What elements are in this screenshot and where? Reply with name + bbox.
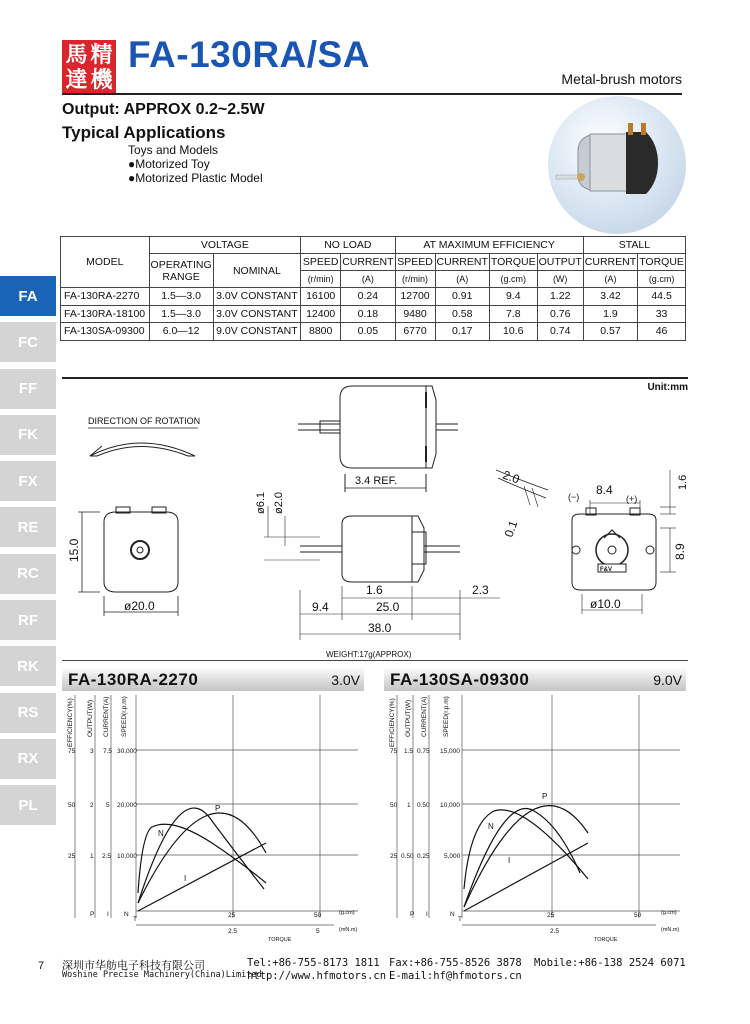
curve-label-n: N: [488, 822, 494, 831]
chart-2-model: FA-130SA-09300: [390, 670, 530, 689]
page-subtitle: Metal-brush motors: [561, 71, 682, 87]
table-row: [61, 288, 686, 306]
col-header-operating-range: OPERATING RANGE: [149, 254, 213, 288]
tick-out-2: 2: [90, 802, 94, 809]
table-cell: 12400: [301, 305, 341, 323]
application-item: ●Motorized Toy: [128, 157, 210, 171]
table-cell: 0.76: [537, 305, 583, 323]
chart-1-model: FA-130RA-2270: [68, 670, 199, 689]
col-header-model: MODEL: [61, 237, 150, 288]
col-header-current: CURRENT: [435, 254, 489, 271]
table-cell: 0.18: [341, 305, 395, 323]
table-cell: FA-130RA-2270: [61, 288, 150, 306]
bottom-letter-i: I: [426, 911, 428, 918]
tick-eff-25: 25: [390, 853, 398, 860]
tab-fa[interactable]: FA: [0, 276, 56, 316]
table-cell: 3.42: [583, 288, 637, 306]
tick-cur-25: 2.5: [102, 853, 112, 860]
footer-mobile: Mobile:+86-138 2524 6071: [534, 957, 686, 969]
dim-15: 15.0: [67, 538, 81, 562]
col-header-torque: TORQUE: [489, 254, 537, 271]
application-item: Toys and Models: [128, 143, 219, 157]
table-cell: 0.05: [341, 323, 395, 341]
company-name-en: Woshine Precise Machinery(China)Limited: [62, 970, 262, 980]
table-cell: 1.5—3.0: [149, 305, 213, 323]
mnm-tick-25: 2.5: [550, 928, 560, 935]
curve-label-p: P: [215, 804, 221, 813]
applications-title: Typical Applications: [62, 123, 226, 142]
motor-side-view: [255, 492, 500, 640]
dim-23: 2.3: [472, 583, 489, 597]
header-divider: [62, 93, 682, 95]
unit-rmin: (r/min): [395, 271, 435, 288]
curve-label-i: I: [508, 856, 511, 865]
motor-front-view: [67, 507, 178, 616]
unit-a: (A): [341, 271, 395, 288]
tab-pl[interactable]: PL: [0, 785, 56, 825]
footer-website[interactable]: http://www.hfmotors.cn: [247, 970, 387, 982]
spec-table: [60, 236, 686, 341]
axis-label-output: OUTPUT(W): [87, 699, 94, 737]
tab-fx[interactable]: FX: [0, 461, 56, 501]
unit-gcm: (g.cm): [489, 271, 537, 288]
footer-fax: Fax:+86-755-8526 3878: [389, 957, 522, 969]
gcm-unit: (g.cm): [661, 910, 677, 916]
col-header-current: CURRENT: [341, 254, 395, 271]
dim-ref: 3.4 REF.: [355, 475, 398, 487]
tick-eff-50: 50: [68, 802, 76, 809]
dim-94: 9.4: [312, 600, 329, 614]
mnm-unit: (mN.m): [339, 927, 358, 933]
table-cell: 46: [638, 323, 686, 341]
axis-label-current: CURRENT(A): [103, 696, 110, 737]
table-cell: 1.22: [537, 288, 583, 306]
dim-16-back: 1.6: [677, 474, 689, 490]
mnm-unit: (mN.m): [661, 927, 680, 933]
dim-01: 0.1: [501, 518, 521, 540]
table-cell: 9.0V CONSTANT: [213, 323, 301, 341]
table-cell: 7.8: [489, 305, 537, 323]
footer-email[interactable]: E-mail:hf@hfmotors.cn: [389, 970, 522, 982]
tab-fc[interactable]: FC: [0, 322, 56, 362]
tick-spd-5000: 5,000: [444, 853, 461, 860]
tick-cur-5: 5: [106, 802, 110, 809]
tab-rf[interactable]: RF: [0, 600, 56, 640]
unit-gcm: (g.cm): [638, 271, 686, 288]
axis-label-output: OUTPUT(W): [405, 699, 412, 737]
table-cell: 0.58: [435, 305, 489, 323]
axis-label-current: CURRENT(A): [421, 696, 428, 737]
table-cell: 6.0—12: [149, 323, 213, 341]
table-cell: FA-130RA-18100: [61, 305, 150, 323]
chart-2-plot: [384, 693, 686, 948]
applications-list: [128, 143, 263, 185]
weight-label: WEIGHT:17g(APPROX): [326, 650, 412, 659]
bottom-letter-n: N: [124, 911, 129, 918]
table-cell: 1.9: [583, 305, 637, 323]
unit-w: (W): [537, 271, 583, 288]
dim-38: 38.0: [368, 621, 392, 635]
dim-phi61: ø6.1: [255, 491, 267, 514]
axis-label-efficiency: EFFICIENCY(%): [389, 698, 396, 747]
chart-2-curves: [464, 806, 588, 911]
tick-spd-15000: 15,000: [440, 748, 460, 755]
torque-t-label: T: [458, 916, 462, 923]
tick-cur-75: 7.5: [103, 748, 113, 755]
output-rating: Output: APPROX 0.2~2.5W: [62, 101, 265, 118]
logo-char: 機: [90, 66, 113, 93]
table-cell: 9480: [395, 305, 435, 323]
motor-top-view: [298, 386, 458, 492]
torque-t-label: T: [133, 916, 137, 923]
gcm-tick-25: 25: [228, 912, 236, 919]
col-header-max-efficiency: AT MAXIMUM EFFICIENCY: [395, 237, 583, 254]
terminal-minus: (−): [568, 492, 580, 502]
logo-char: 精: [90, 41, 113, 68]
dim-phi20-shaft: ø2.0: [273, 491, 285, 514]
table-cell: 33: [638, 305, 686, 323]
dim-phi20: ø20.0: [124, 599, 155, 613]
company-logo: [62, 40, 116, 94]
dim-16: 1.6: [366, 583, 383, 597]
mnm-tick-5: 5: [316, 928, 320, 935]
col-header-nominal: NOMINAL: [213, 254, 301, 288]
unit-label: Unit:mm: [647, 382, 688, 393]
tab-re[interactable]: RE: [0, 507, 56, 547]
rotation-arrow-icon: [90, 443, 195, 456]
tab-rs[interactable]: RS: [0, 693, 56, 733]
tick-cur-050: 0.50: [417, 802, 430, 809]
dim-25: 25.0: [376, 600, 400, 614]
table-cell: 6770: [395, 323, 435, 341]
weight-divider: [62, 660, 688, 661]
col-header-noload: NO LOAD: [301, 237, 395, 254]
tab-rc[interactable]: RC: [0, 554, 56, 594]
gcm-unit: (g.cm): [339, 910, 355, 916]
dim-20-terminal: 2.0: [500, 467, 522, 487]
col-header-speed: SPEED: [301, 254, 341, 271]
tick-spd-10000: 10,000: [117, 853, 137, 860]
tick-eff-50: 50: [390, 802, 398, 809]
table-row: [61, 323, 686, 341]
tick-out-15: 1.5: [404, 748, 414, 755]
gcm-tick-25: 25: [547, 912, 555, 919]
col-header-output: OUTPUT: [537, 254, 583, 271]
company-name-cn: 深圳市华舫电子科技有限公司: [62, 959, 205, 972]
tick-spd-20000: 20,000: [117, 802, 137, 809]
table-cell: 16100: [301, 288, 341, 306]
gcm-tick-50: 50: [634, 912, 642, 919]
table-cell: 1.5—3.0: [149, 288, 213, 306]
table-cell: 0.91: [435, 288, 489, 306]
table-cell: 0.17: [435, 323, 489, 341]
tick-out-3: 3: [90, 748, 94, 755]
terminal-plus: (+): [626, 494, 638, 504]
bottom-letter-n: N: [450, 911, 455, 918]
tab-rk[interactable]: RK: [0, 646, 56, 686]
tick-out-050: 0.50: [401, 853, 414, 860]
chart-2-header: [384, 667, 686, 691]
mnm-tick-25: 2.5: [228, 928, 238, 935]
current-curve: [138, 843, 266, 911]
table-cell: 44.5: [638, 288, 686, 306]
col-header-speed: SPEED: [395, 254, 435, 271]
efficiency-curve: [138, 808, 264, 903]
gcm-tick-50: 50: [314, 912, 322, 919]
chart-1-voltage: 3.0V: [331, 672, 360, 688]
rotation-label: DIRECTION OF ROTATION: [88, 416, 201, 426]
dimension-drawing: [0, 380, 750, 650]
tick-out-1: 1: [90, 853, 94, 860]
torque-axis-label: TORQUE: [594, 937, 618, 943]
dim-phi10: ø10.0: [590, 597, 621, 611]
application-item: ●Motorized Plastic Model: [128, 171, 263, 185]
table-row: [61, 305, 686, 323]
dim-89: 8.9: [673, 543, 687, 560]
chart-2-voltage: 9.0V: [653, 672, 682, 688]
unit-rmin: (r/min): [301, 271, 341, 288]
chart-1-curves: [138, 808, 266, 911]
col-header-stall: STALL: [583, 237, 685, 254]
table-cell: 10.6: [489, 323, 537, 341]
terminal-detail: [496, 468, 548, 539]
tick-cur-075: 0.75: [417, 748, 430, 755]
curve-label-i: I: [184, 874, 187, 883]
current-curve: [464, 843, 588, 911]
unit-a: (A): [583, 271, 637, 288]
output-curve: [138, 813, 266, 903]
torque-axis-label: TORQUE: [268, 937, 292, 943]
tab-rx[interactable]: RX: [0, 739, 56, 779]
tick-out-1: 1: [407, 802, 411, 809]
page-number: 7: [38, 960, 45, 972]
bottom-letter-i: I: [107, 911, 109, 918]
chart-1-plot: [62, 693, 364, 948]
table-cell: 0.74: [537, 323, 583, 341]
table-cell: 0.24: [341, 288, 395, 306]
bottom-letter-p: P: [90, 911, 95, 918]
back-view-marking: F&V: [600, 567, 612, 573]
motor-back-view: [568, 470, 689, 614]
table-cell: 9.4: [489, 288, 537, 306]
dim-84: 8.4: [596, 483, 613, 497]
col-header-voltage: VOLTAGE: [149, 237, 301, 254]
tick-spd-30000: 30,000: [117, 748, 137, 755]
tick-eff-25: 25: [68, 853, 76, 860]
motor-photo: [548, 96, 686, 234]
table-cell: FA-130SA-09300: [61, 323, 150, 341]
table-cell: 12700: [395, 288, 435, 306]
logo-char: 達: [65, 66, 88, 93]
footer-tel: Tel:+86-755-8173 1811: [247, 957, 380, 969]
col-header-current: CURRENT: [583, 254, 637, 271]
curve-label-n: N: [158, 829, 164, 838]
section-divider: [62, 377, 688, 379]
chart-1-header: [62, 667, 364, 691]
tick-spd-10000: 10,000: [440, 802, 460, 809]
unit-a: (A): [435, 271, 489, 288]
tick-cur-025: 0.25: [417, 853, 430, 860]
axis-label-efficiency: EFFICIENCY(%): [67, 698, 74, 747]
col-header-torque: TORQUE: [638, 254, 686, 271]
table-cell: 3.0V CONSTANT: [213, 288, 301, 306]
table-cell: 0.57: [583, 323, 637, 341]
axis-label-speed: SPEED(r.p.m): [121, 696, 128, 737]
logo-char: 馬: [65, 41, 88, 68]
table-cell: 8800: [301, 323, 341, 341]
tick-eff-75: 75: [390, 748, 398, 755]
tab-ff[interactable]: FF: [0, 369, 56, 409]
tick-eff-75: 75: [68, 748, 76, 755]
table-cell: 3.0V CONSTANT: [213, 305, 301, 323]
curve-label-p: P: [542, 792, 548, 801]
page-title: FA-130RA/SA: [128, 34, 370, 75]
bottom-letter-p: P: [410, 911, 415, 918]
tab-fk[interactable]: FK: [0, 415, 56, 455]
motor-illustration: [548, 96, 686, 234]
axis-label-speed: SPEED(r.p.m): [443, 696, 450, 737]
